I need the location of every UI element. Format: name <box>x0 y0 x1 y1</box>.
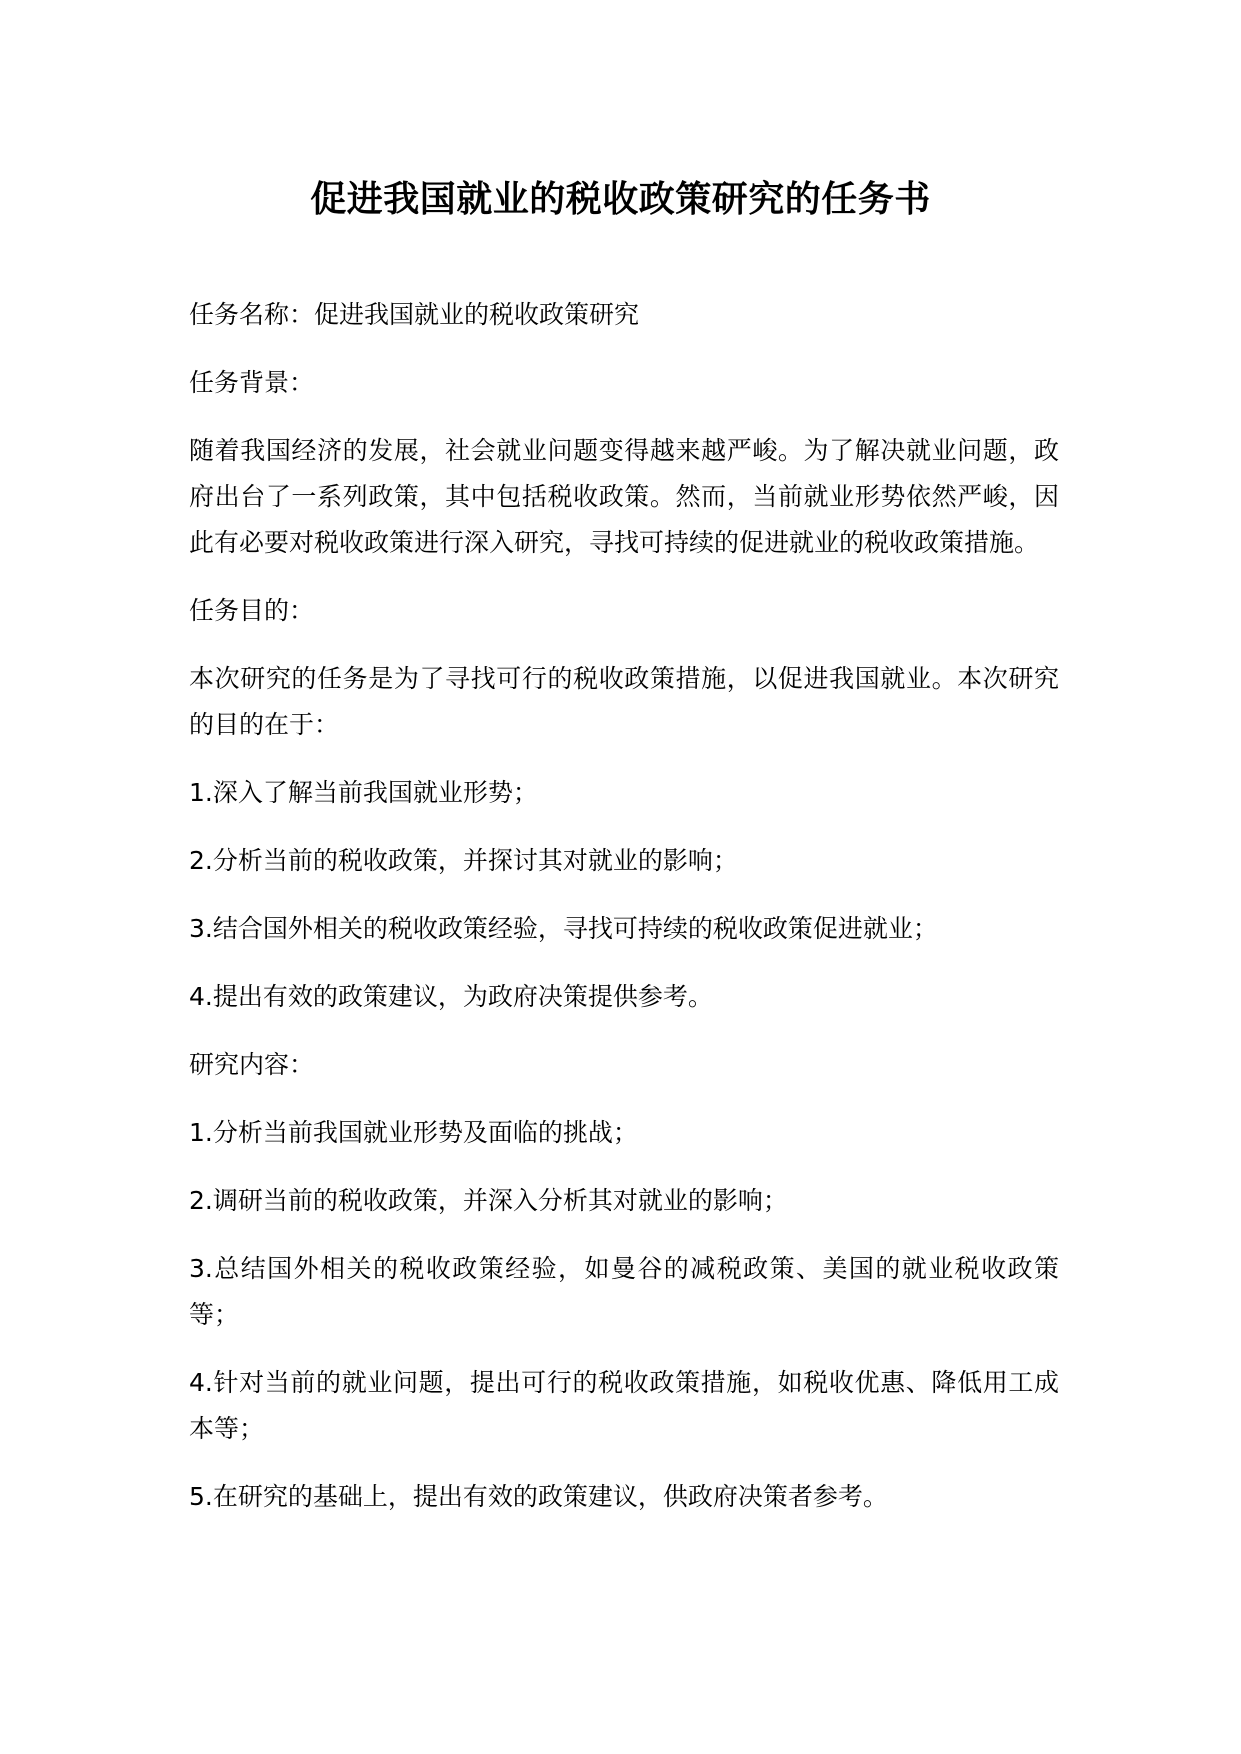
content-item-3: 3.总结国外相关的税收政策经验，如曼谷的减税政策、美国的就业税收政策等； <box>189 1254 1059 1329</box>
document-title: 促进我国就业的税收政策研究的任务书 <box>310 179 931 220</box>
content-item-5: 5.在研究的基础上，提出有效的政策建议，供政府决策者参考。 <box>189 1482 888 1511</box>
document-body <box>189 292 1059 1542</box>
purpose-item-4: 4.提出有效的政策建议，为政府决策提供参考。 <box>189 982 713 1011</box>
content-item-1: 1.分析当前我国就业形势及面临的挑战； <box>189 1118 638 1147</box>
content-item-2: 2.调研当前的税收政策，并深入分析其对就业的影响； <box>189 1186 788 1215</box>
section-heading-background: 任务背景： <box>189 368 315 397</box>
background-paragraph: 随着我国经济的发展，社会就业问题变得越来越严峻。为了解决就业问题，政府出台了一系列政策，其中包括税收政策。然而，当前就业形势依然严峻，因此有必要对税收政策进行深入研究，寻找可持续的促进就业的税收政策措施。 <box>189 436 1059 557</box>
purpose-item-3: 3.结合国外相关的税收政策经验，寻找可持续的税收政策促进就业； <box>189 914 938 943</box>
purpose-item-1: 1.深入了解当前我国就业形势； <box>189 778 538 807</box>
purpose-paragraph: 本次研究的任务是为了寻找可行的税收政策措施，以促进我国就业。本次研究的目的在于： <box>189 664 1059 739</box>
task-name-line: 任务名称：促进我国就业的税收政策研究 <box>189 300 640 329</box>
section-heading-purpose: 任务目的： <box>189 596 315 625</box>
content-item-4: 4.针对当前的就业问题，提出可行的税收政策措施，如税收优惠、降低用工成本等； <box>189 1368 1059 1443</box>
section-heading-content: 研究内容： <box>189 1050 315 1079</box>
purpose-item-2: 2.分析当前的税收政策，并探讨其对就业的影响； <box>189 846 738 875</box>
